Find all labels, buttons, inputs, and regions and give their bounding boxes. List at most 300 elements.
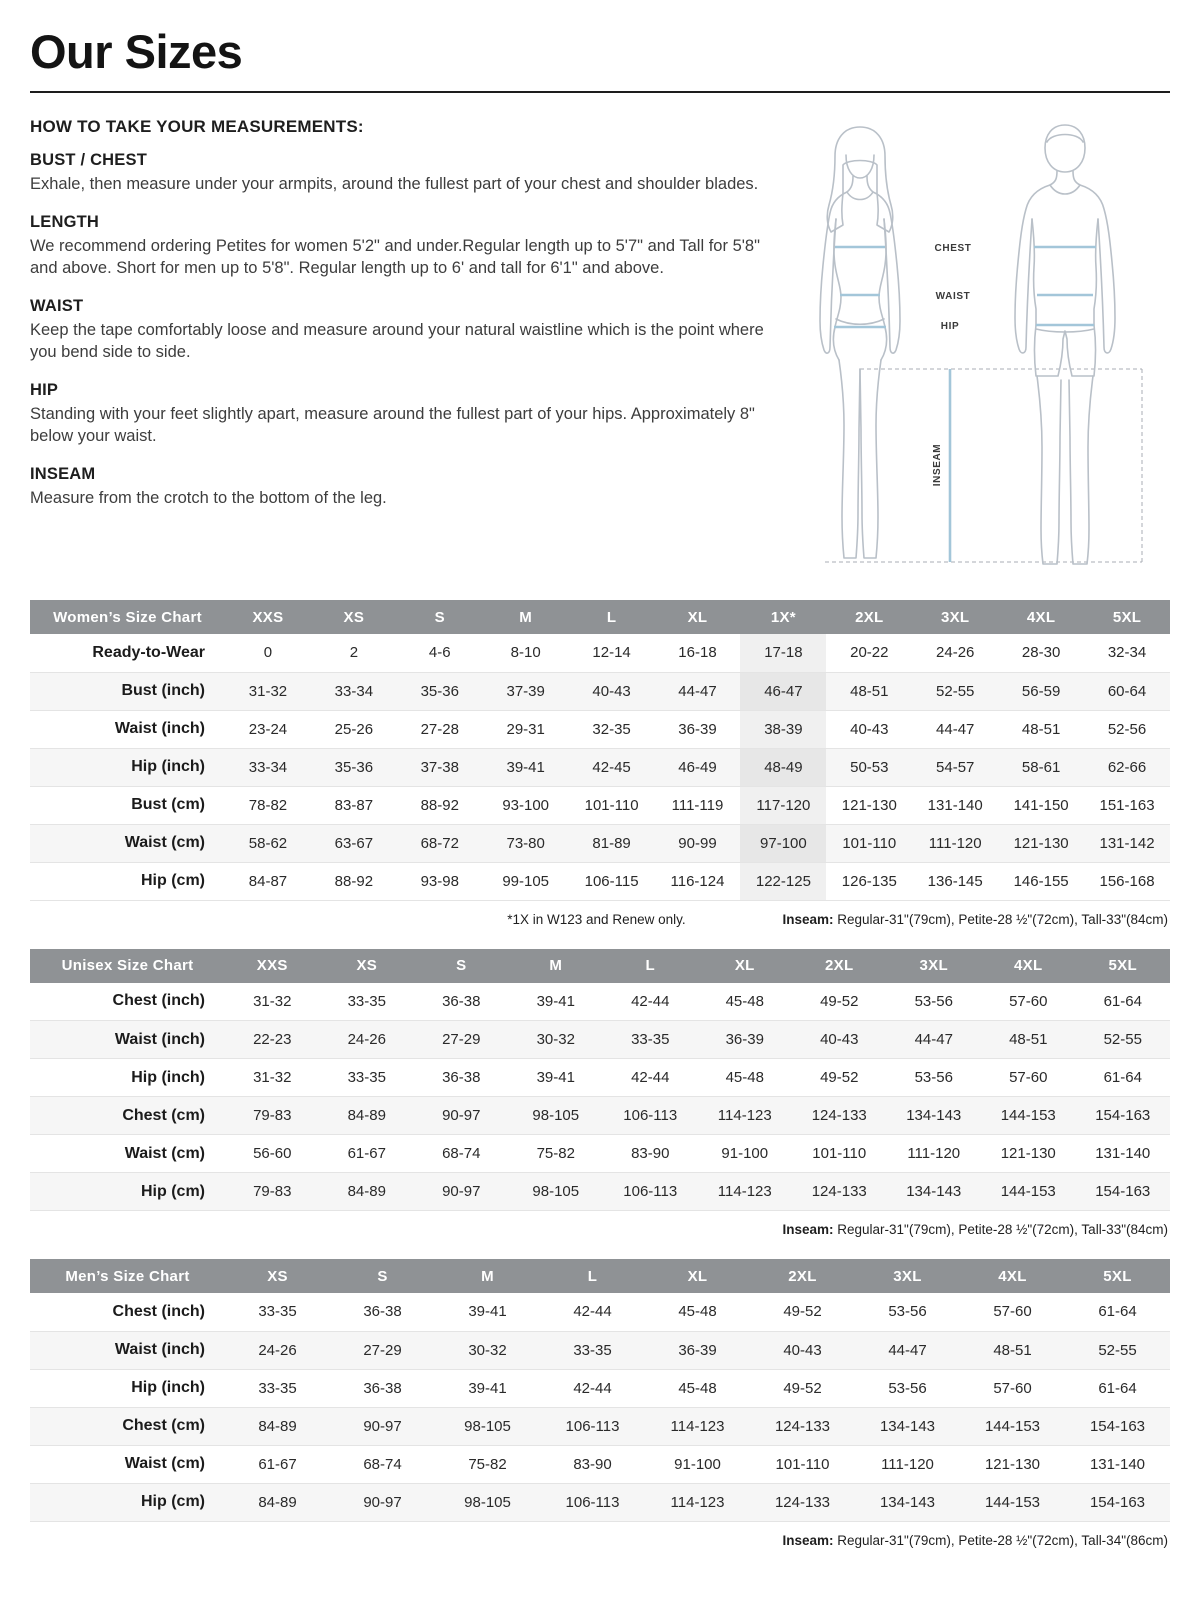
table-cell: 61-64 (1098, 1379, 1137, 1397)
row-label: Hip (cm) (141, 1182, 205, 1200)
section-title: WAIST (30, 296, 84, 315)
table-row (30, 748, 1170, 786)
table-cell: 46-47 (740, 672, 826, 710)
table-cell: 154-163 (1089, 1417, 1146, 1435)
table-cell: 106-113 (565, 1417, 620, 1435)
table-cell: 0 (263, 644, 273, 662)
table-cell: 4-6 (428, 644, 451, 662)
table-cell: 63-67 (334, 834, 374, 852)
table-cell: 24-26 (347, 1031, 386, 1048)
section-title: INSEAM (30, 464, 96, 483)
table-cell: 42-44 (631, 1069, 670, 1086)
table-cell: 61-67 (347, 1145, 386, 1162)
table-cell: 79-83 (253, 1183, 292, 1200)
row-label: Bust (inch) (121, 682, 205, 699)
table-cell: 58-62 (248, 834, 288, 852)
table-cell: 33-35 (347, 992, 386, 1010)
footnote-inseam: Inseam: Regular-31"(79cm), Petite-28 ½"(72cm), Tall-34"(86cm) (782, 1532, 1168, 1548)
man-figure (1015, 125, 1115, 564)
table-row (30, 1293, 1170, 1331)
column-header-5xl: 5XL (1084, 600, 1170, 634)
instruction-section-bust-chest (30, 151, 765, 196)
table-cell: 90-97 (442, 1183, 481, 1200)
table-caption: Unisex Size Chart (30, 949, 225, 983)
table-row (30, 1097, 1170, 1135)
row-label: Hip (cm) (141, 1493, 205, 1510)
table-cell: 84-89 (347, 1183, 386, 1200)
row-label: Chest (inch) (112, 992, 205, 1010)
table-cell: 33-35 (258, 1379, 297, 1397)
column-header-xs: XS (225, 1259, 330, 1293)
table-row (30, 634, 1170, 672)
table-cell: 29-31 (506, 720, 545, 738)
table-cell: 79-83 (253, 1107, 292, 1124)
table-cell: 156-168 (1099, 872, 1155, 890)
table-cell: 57-60 (993, 1303, 1032, 1321)
column-header-s: S (397, 600, 483, 634)
table-row (30, 1021, 1170, 1059)
table-cell: 81-89 (592, 834, 631, 852)
inseam-label: INSEAM (932, 443, 943, 487)
table-cell: 98-105 (532, 1183, 580, 1200)
womens-table (30, 600, 1170, 901)
table-row (30, 672, 1170, 710)
table-cell: 134-143 (879, 1493, 936, 1511)
table-cell: 31-32 (253, 992, 292, 1010)
column-header-3xl: 3XL (887, 949, 982, 983)
table-cell: 45-48 (678, 1379, 717, 1397)
table-cell: 53-56 (888, 1379, 927, 1397)
row-label: Chest (inch) (112, 1302, 205, 1320)
table-cell: 58-61 (1021, 758, 1061, 776)
instruction-section-waist (30, 297, 765, 364)
column-header-1x: 1X* (740, 600, 826, 634)
table-cell: 52-55 (936, 682, 975, 700)
table-cell: 37-38 (420, 758, 459, 776)
table-cell: 45-48 (725, 1069, 764, 1086)
table-cell: 33-35 (573, 1341, 612, 1359)
table-cell: 88-92 (420, 796, 459, 814)
measurement-diagram (765, 117, 1170, 594)
table-cell: 49-52 (820, 1069, 859, 1086)
instruction-section-inseam (30, 465, 765, 510)
footnote-inseam: Inseam: Regular-31"(79cm), Petite-28 ½"(72cm), Tall-33"(84cm) (782, 1222, 1168, 1237)
column-header-m: M (435, 1259, 540, 1293)
table-cell: 154-163 (1095, 1183, 1151, 1200)
table-cell: 53-56 (914, 1069, 953, 1086)
table-cell: 83-90 (631, 1145, 670, 1162)
table-cell: 106-113 (565, 1493, 620, 1511)
table-cell: 68-72 (420, 834, 459, 852)
section-body: We recommend ordering Petites for women 5'2" and under.Regular length up to 5'7" and Tall for 5'8" and above. Short for men up to 5'8". Regular length up to 6' and tall for 6'1" and above. (30, 236, 760, 277)
table-cell: 124-133 (811, 1183, 867, 1200)
table-cell: 101-110 (775, 1455, 830, 1473)
table-cell: 46-49 (678, 758, 717, 776)
table-cell: 42-44 (573, 1379, 612, 1397)
column-header-xs: XS (320, 949, 415, 983)
column-header-3xl: 3XL (912, 600, 998, 634)
row-label: Chest (cm) (122, 1106, 205, 1124)
column-header-5xl: 5XL (1076, 949, 1171, 983)
table-cell: 33-35 (258, 1303, 297, 1321)
table-cell: 98-105 (532, 1107, 580, 1124)
row-label: Hip (inch) (131, 758, 205, 775)
table-footnotes (30, 1522, 1170, 1564)
table-cell: 49-52 (783, 1303, 822, 1321)
table-cell: 136-145 (927, 872, 983, 890)
table-row (30, 1331, 1170, 1369)
table-cell: 111-120 (881, 1455, 934, 1473)
table-cell: 39-41 (536, 992, 575, 1010)
table-cell: 91-100 (721, 1145, 769, 1162)
top-section (30, 117, 1170, 594)
table-cell: 121-130 (1000, 1145, 1056, 1162)
table-cell: 49-52 (820, 992, 859, 1010)
table-cell: 93-100 (502, 796, 550, 814)
table-cell: 154-163 (1089, 1493, 1146, 1511)
table-cell: 144-153 (984, 1417, 1041, 1435)
table-cell: 84-89 (258, 1417, 297, 1435)
column-header-2xl: 2XL (792, 949, 887, 983)
column-header-xs: XS (311, 600, 397, 634)
table-cell: 131-140 (927, 796, 983, 814)
row-label: Waist (cm) (124, 1144, 205, 1162)
row-label: Ready-to-Wear (92, 643, 205, 661)
table-row (30, 1173, 1170, 1211)
table-cell: 75-82 (468, 1455, 507, 1473)
footnote-inseam-label: Inseam: (782, 1222, 834, 1237)
table-cell: 61-64 (1103, 992, 1142, 1010)
table-cell: 30-32 (468, 1341, 507, 1359)
table-cell: 32-35 (592, 720, 631, 738)
table-cell: 60-64 (1107, 682, 1147, 700)
measurement-instructions (30, 117, 765, 527)
table-cell: 90-99 (678, 834, 717, 852)
table-cell: 12-14 (592, 644, 631, 662)
table-cell: 121-130 (984, 1455, 1041, 1473)
table-cell: 44-47 (678, 682, 717, 700)
table-cell: 124-133 (774, 1493, 831, 1511)
table-cell: 35-36 (334, 758, 374, 776)
table-cell: 39-41 (506, 758, 545, 776)
column-header-l: L (569, 600, 655, 634)
footnote-inseam-label: Inseam: (782, 1532, 834, 1548)
table-cell: 144-153 (1000, 1107, 1056, 1124)
column-header-m: M (509, 949, 604, 983)
table-cell: 121-130 (841, 796, 897, 814)
table-cell: 35-36 (420, 682, 459, 700)
table-cell: 134-143 (906, 1183, 962, 1200)
table-cell: 42-44 (631, 992, 670, 1010)
table-cell: 33-34 (334, 682, 374, 700)
column-header-m: M (483, 600, 569, 634)
table-cell: 36-38 (442, 1069, 481, 1086)
table-cell: 131-140 (1095, 1145, 1151, 1162)
table-cell: 101-110 (842, 834, 897, 852)
table-cell: 24-26 (936, 644, 975, 662)
section-body: Standing with your feet slightly apart, measure around the fullest part of your hips. Approximately 8" below your waist. (30, 404, 755, 445)
woman-figure (820, 127, 900, 558)
column-header-4xl: 4XL (960, 1259, 1065, 1293)
table-cell: 45-48 (725, 992, 764, 1010)
section-title: HIP (30, 380, 59, 399)
header-row (30, 949, 1170, 983)
table-cell: 52-56 (1107, 720, 1147, 738)
table-cell: 114-123 (670, 1493, 725, 1511)
table-cell: 114-123 (717, 1183, 772, 1200)
table-cell: 146-155 (1013, 872, 1069, 890)
table-row (30, 1445, 1170, 1483)
row-label: Hip (inch) (131, 1379, 205, 1396)
table-cell: 97-100 (740, 824, 826, 862)
table-row (30, 1059, 1170, 1097)
table-cell: 49-52 (783, 1379, 822, 1397)
table-cell: 27-29 (363, 1341, 402, 1359)
table-cell: 61-67 (258, 1455, 297, 1473)
column-header-xl: XL (645, 1259, 750, 1293)
row-label: Waist (inch) (114, 1030, 205, 1048)
table-cell: 36-39 (678, 720, 717, 738)
table-cell: 134-143 (879, 1417, 936, 1435)
table-cell: 154-163 (1095, 1107, 1151, 1124)
table-cell: 36-38 (363, 1379, 402, 1397)
table-cell: 99-105 (502, 872, 550, 890)
section-body: Keep the tape comfortably loose and measure around your natural waistline which is the point where you bend side to side. (30, 320, 764, 361)
row-label: Waist (inch) (114, 720, 205, 737)
table-cell: 62-66 (1107, 758, 1147, 776)
column-header-4xl: 4XL (998, 600, 1084, 634)
unisex-table (30, 949, 1170, 1212)
table-cell: 114-123 (717, 1107, 772, 1124)
table-cell: 20-22 (850, 644, 889, 662)
table-row (30, 983, 1170, 1021)
table-cell: 31-32 (248, 682, 288, 700)
table-cell: 42-45 (592, 758, 631, 776)
table-row (30, 824, 1170, 862)
page-title: Our Sizes (30, 25, 243, 78)
column-header-xl: XL (655, 600, 741, 634)
instruction-section-hip (30, 381, 765, 448)
table-cell: 73-80 (506, 834, 545, 852)
table-cell: 56-59 (1021, 682, 1061, 700)
inseam-guide-dashes (825, 369, 1142, 562)
table-cell: 52-55 (1098, 1341, 1137, 1359)
table-cell: 48-51 (850, 682, 889, 700)
table-row (30, 1135, 1170, 1173)
table-cell: 90-97 (363, 1417, 402, 1435)
column-header-3xl: 3XL (855, 1259, 960, 1293)
table-cell: 42-44 (573, 1303, 612, 1321)
table-cell: 114-123 (670, 1417, 725, 1435)
table-cell: 144-153 (984, 1493, 1041, 1511)
table-cell: 36-38 (442, 992, 481, 1010)
table-cell: 48-49 (740, 748, 826, 786)
table-cell: 57-60 (1009, 1069, 1048, 1086)
footnote-1x-note: *1X in W123 and Renew only. (507, 911, 686, 927)
table-cell: 36-39 (725, 1031, 764, 1048)
table-cell: 33-35 (347, 1069, 386, 1086)
row-label: Chest (cm) (122, 1417, 205, 1434)
column-header-5xl: 5XL (1065, 1259, 1170, 1293)
title-divider (30, 91, 1170, 93)
table-cell: 90-97 (442, 1107, 481, 1124)
table-cell: 36-39 (678, 1341, 717, 1359)
table-cell: 111-120 (907, 1145, 961, 1162)
table-cell: 27-29 (442, 1031, 481, 1048)
table-cell: 36-38 (363, 1303, 402, 1321)
row-label: Waist (cm) (124, 834, 205, 851)
row-label: Bust (cm) (131, 796, 205, 813)
table-cell: 57-60 (1009, 992, 1048, 1010)
row-label: Waist (inch) (114, 1341, 205, 1358)
body-measurement-illustration (790, 119, 1170, 594)
table-cell: 88-92 (334, 872, 374, 890)
table-footnotes (30, 1211, 1170, 1253)
table-cell: 16-18 (678, 644, 717, 662)
table-cell: 83-90 (573, 1455, 612, 1473)
column-header-xxs: XXS (225, 600, 311, 634)
row-label: Hip (inch) (131, 1068, 205, 1086)
section-body: Measure from the crotch to the bottom of the leg. (30, 488, 387, 507)
table-cell: 39-41 (536, 1069, 575, 1086)
table-caption: Men’s Size Chart (30, 1259, 225, 1293)
table-cell: 124-133 (774, 1417, 831, 1435)
table-row (30, 862, 1170, 900)
column-header-xl: XL (698, 949, 793, 983)
column-header-l: L (540, 1259, 645, 1293)
waist-label: WAIST (935, 291, 971, 302)
table-row (30, 1407, 1170, 1445)
table-cell: 44-47 (914, 1031, 953, 1048)
table-cell: 124-133 (811, 1107, 867, 1124)
table-cell: 53-56 (914, 992, 953, 1010)
instruction-section-length (30, 213, 765, 280)
table-cell: 2 (349, 644, 359, 662)
table-cell: 27-28 (420, 720, 459, 738)
table-cell: 75-82 (536, 1145, 575, 1162)
row-label: Hip (cm) (141, 872, 205, 889)
womens-size-chart (30, 600, 1170, 943)
table-cell: 84-89 (258, 1493, 297, 1511)
column-header-l: L (603, 949, 698, 983)
table-cell: 44-47 (888, 1341, 927, 1359)
table-cell: 48-51 (1009, 1031, 1048, 1048)
table-cell: 31-32 (253, 1069, 292, 1086)
table-cell: 90-97 (363, 1493, 402, 1511)
table-cell: 48-51 (1021, 720, 1061, 738)
column-header-4xl: 4XL (981, 949, 1076, 983)
table-row (30, 1483, 1170, 1521)
table-cell: 106-113 (623, 1183, 678, 1200)
column-header-2xl: 2XL (750, 1259, 855, 1293)
table-cell: 22-23 (253, 1031, 292, 1048)
table-cell: 56-60 (253, 1145, 292, 1162)
table-cell: 116-124 (670, 872, 725, 890)
table-cell: 25-26 (334, 720, 374, 738)
footnote-inseam: Inseam: Regular-31"(79cm), Petite-28 ½"(72cm), Tall-33"(84cm) (782, 911, 1168, 927)
table-cell: 68-74 (442, 1145, 481, 1162)
table-cell: 53-56 (888, 1303, 927, 1321)
row-label: Waist (cm) (124, 1455, 205, 1472)
table-cell: 126-135 (841, 872, 897, 890)
table-cell: 93-98 (420, 872, 459, 890)
column-header-s: S (330, 1259, 435, 1293)
table-cell: 111-120 (928, 834, 982, 852)
table-cell: 23-24 (248, 720, 288, 738)
table-cell: 33-35 (631, 1031, 670, 1048)
footnote-inseam-label: Inseam: (782, 911, 834, 927)
table-caption: Women’s Size Chart (30, 600, 225, 634)
table-cell: 68-74 (363, 1455, 402, 1473)
table-cell: 117-120 (740, 786, 826, 824)
table-cell: 131-142 (1099, 834, 1155, 852)
unisex-size-chart (30, 949, 1170, 1254)
section-title: BUST / CHEST (30, 151, 147, 169)
table-cell: 141-150 (1013, 796, 1069, 814)
table-cell: 50-53 (850, 758, 889, 776)
header-row (30, 1259, 1170, 1293)
table-cell: 17-18 (740, 634, 826, 672)
section-title: LENGTH (30, 212, 100, 231)
table-cell: 144-153 (1000, 1183, 1056, 1200)
table-cell: 8-10 (510, 644, 541, 662)
table-cell: 84-89 (347, 1107, 386, 1124)
table-cell: 106-113 (623, 1107, 678, 1124)
mens-table (30, 1259, 1170, 1522)
table-cell: 28-30 (1021, 644, 1061, 662)
table-cell: 78-82 (248, 796, 288, 814)
column-header-s: S (414, 949, 509, 983)
table-cell: 39-41 (468, 1303, 507, 1321)
table-cell: 61-64 (1103, 1069, 1142, 1086)
instructions-heading: HOW TO TAKE YOUR MEASUREMENTS: (30, 117, 364, 136)
table-row (30, 786, 1170, 824)
table-cell: 45-48 (678, 1303, 717, 1321)
hip-label: HIP (940, 321, 960, 332)
table-row (30, 710, 1170, 748)
table-row (30, 1369, 1170, 1407)
chest-label: CHEST (934, 243, 972, 254)
table-cell: 52-55 (1103, 1031, 1142, 1048)
table-footnotes (30, 901, 1170, 943)
table-cell: 40-43 (850, 720, 889, 738)
table-cell: 54-57 (936, 758, 975, 776)
table-cell: 84-87 (248, 872, 288, 890)
header-row (30, 600, 1170, 634)
table-cell: 40-43 (783, 1341, 822, 1359)
table-cell: 40-43 (592, 682, 631, 700)
table-cell: 40-43 (820, 1031, 859, 1048)
table-cell: 98-105 (464, 1493, 511, 1511)
table-cell: 101-110 (584, 796, 639, 814)
table-cell: 48-51 (993, 1341, 1032, 1359)
table-cell: 151-163 (1099, 796, 1155, 814)
table-cell: 134-143 (906, 1107, 962, 1124)
table-cell: 32-34 (1107, 644, 1147, 662)
table-cell: 98-105 (464, 1417, 511, 1435)
table-cell: 106-115 (584, 872, 639, 890)
table-cell: 30-32 (536, 1031, 575, 1048)
table-cell: 44-47 (936, 720, 975, 738)
table-cell: 39-41 (468, 1379, 507, 1397)
table-cell: 122-125 (740, 862, 826, 900)
table-cell: 111-119 (671, 796, 724, 814)
table-cell: 83-87 (334, 796, 374, 814)
table-cell: 24-26 (258, 1341, 297, 1359)
column-header-2xl: 2XL (826, 600, 912, 634)
table-cell: 131-140 (1089, 1455, 1146, 1473)
section-body: Exhale, then measure under your armpits, around the fullest part of your chest and shoulder blades. (30, 175, 759, 193)
